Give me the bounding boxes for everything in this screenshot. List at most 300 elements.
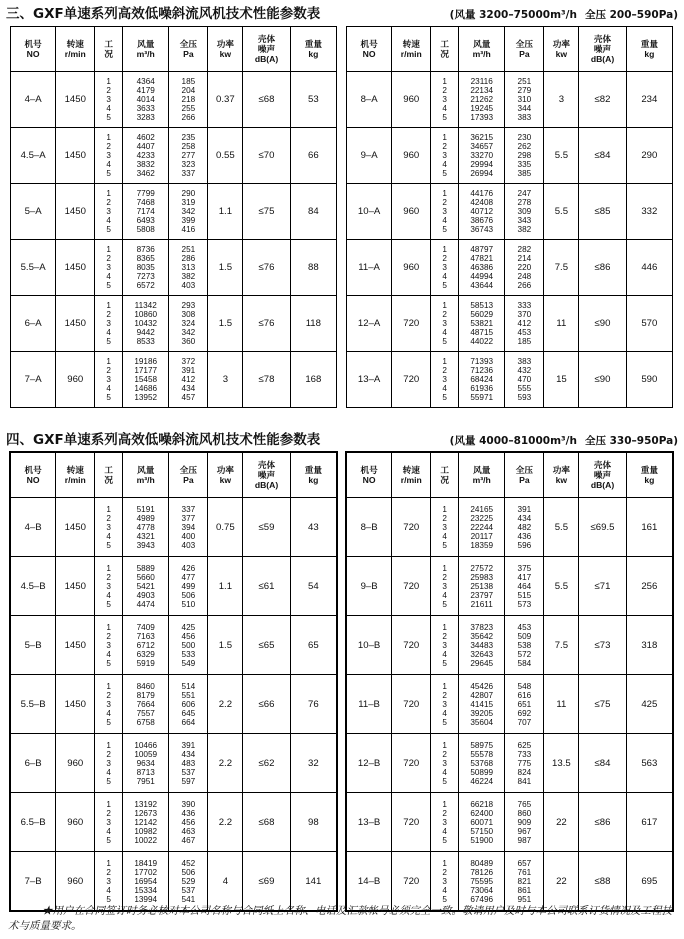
pressure-list-value: 247 xyxy=(517,189,532,198)
col-header-line: kw xyxy=(219,475,232,485)
pressure-list-value: 951 xyxy=(517,894,532,904)
airflow-list-value: 73064 xyxy=(470,885,494,895)
col-header-line: dB(A) xyxy=(254,480,279,490)
condition-list-value: 4 xyxy=(106,649,111,659)
airflow-list-value: 7799 xyxy=(136,189,155,198)
pressure-list-value: 412 xyxy=(181,375,196,384)
speed-value: 960 xyxy=(392,240,431,296)
speed-value: 960 xyxy=(392,128,431,184)
pressure-list-value: 538 xyxy=(517,640,532,650)
noise-value: ≤82 xyxy=(579,72,626,128)
condition-list xyxy=(431,734,459,793)
condition-list-value: 4 xyxy=(442,767,447,777)
col-header-line: m³/h xyxy=(472,475,491,485)
condition-list-value: 5 xyxy=(442,393,447,402)
model-number: 8–B xyxy=(347,498,392,557)
condition-list-value: 3 xyxy=(106,699,111,709)
col-header-line: 机号 xyxy=(24,39,42,49)
weight-value: 88 xyxy=(290,240,336,296)
col-header-line: m³/h xyxy=(136,475,155,485)
condition-list xyxy=(431,675,459,734)
col-header-power xyxy=(208,27,243,72)
pressure-list-value: 555 xyxy=(517,384,532,393)
table-row xyxy=(11,557,337,616)
header-row xyxy=(11,27,337,72)
condition-list-value: 3 xyxy=(106,522,111,532)
pressure-list-value: 514 xyxy=(181,681,196,691)
airflow-list-value: 6329 xyxy=(136,649,155,659)
condition-list-value: 3 xyxy=(442,699,447,709)
airflow-list-value: 5808 xyxy=(136,225,155,234)
airflow-list-value: 23225 xyxy=(470,513,494,523)
airflow-list xyxy=(459,240,505,296)
noise-value: ≤76 xyxy=(243,240,290,296)
condition-list-value: 3 xyxy=(442,151,447,160)
airflow-list-value: 10022 xyxy=(134,835,158,845)
airflow-list-value: 21262 xyxy=(470,95,494,104)
condition-list-value: 2 xyxy=(442,366,447,375)
pressure-list-value: 399 xyxy=(181,216,196,225)
pressure-list-value: 707 xyxy=(517,717,532,727)
condition-list-value: 2 xyxy=(442,690,447,700)
airflow-list-value: 8365 xyxy=(136,254,155,263)
condition-list-value: 1 xyxy=(442,245,447,254)
condition-list-value: 3 xyxy=(106,758,111,768)
airflow-list-value: 53821 xyxy=(470,319,494,328)
power-value: 5.5 xyxy=(544,498,579,557)
pressure-list-value: 382 xyxy=(517,225,532,234)
section-4-tables xyxy=(10,452,673,911)
pressure-list-value: 251 xyxy=(181,245,196,254)
table-row xyxy=(11,72,337,128)
col-header-model xyxy=(11,453,56,498)
pressure-list-value: 464 xyxy=(517,581,532,591)
pressure-list-value: 383 xyxy=(517,357,532,366)
airflow-list-value: 71236 xyxy=(470,366,494,375)
model-number: 8–A xyxy=(347,72,392,128)
pressure-list-value: 541 xyxy=(181,894,196,904)
pressure-list-value: 436 xyxy=(517,531,532,541)
condition-list-value: 5 xyxy=(106,113,111,122)
condition-list-value: 2 xyxy=(106,631,111,641)
airflow-list-value: 7163 xyxy=(136,631,155,641)
speed-value: 1450 xyxy=(56,72,95,128)
airflow-list-value: 5889 xyxy=(136,563,155,573)
condition-list-value: 4 xyxy=(442,531,447,541)
pressure-list-value: 220 xyxy=(517,263,532,272)
header-row xyxy=(347,453,673,498)
section-4-title: 四、GXF单速系列高效低噪斜流风机技术性能参数表 xyxy=(6,432,321,448)
pressure-list-value: 342 xyxy=(181,328,196,337)
pressure-list-value: 426 xyxy=(181,563,196,573)
speed-value: 960 xyxy=(392,72,431,128)
weight-value: 570 xyxy=(626,296,672,352)
col-header-line: 风量 xyxy=(473,39,491,49)
col-header-line: dB(A) xyxy=(590,54,615,64)
condition-list-value: 4 xyxy=(442,328,447,337)
pressure-list-value: 218 xyxy=(181,95,196,104)
condition-list xyxy=(95,240,123,296)
col-header-model xyxy=(347,453,392,498)
weight-value: 66 xyxy=(290,128,336,184)
pressure-list xyxy=(505,616,544,675)
airflow-list-value: 45426 xyxy=(470,681,494,691)
pressure-list-value: 432 xyxy=(517,366,532,375)
table-row xyxy=(347,352,673,408)
airflow-list xyxy=(123,128,169,184)
pressure-list-value: 400 xyxy=(181,531,196,541)
airflow-list-value: 61936 xyxy=(470,384,494,393)
pressure-list-value: 841 xyxy=(517,776,532,786)
airflow-list xyxy=(123,72,169,128)
condition-list-value: 4 xyxy=(442,104,447,113)
pressure-list-value: 860 xyxy=(517,808,532,818)
condition-list-value: 3 xyxy=(106,375,111,384)
airflow-list-value: 58513 xyxy=(470,301,494,310)
table-row xyxy=(11,498,337,557)
condition-list-value: 1 xyxy=(106,245,111,254)
pressure-list-value: 214 xyxy=(517,254,532,263)
airflow-list-value: 5660 xyxy=(136,572,155,582)
airflow-list-value: 48797 xyxy=(470,245,494,254)
condition-list-value: 1 xyxy=(106,622,111,632)
speed-value: 960 xyxy=(56,734,95,793)
pressure-list-value: 457 xyxy=(181,393,196,402)
col-header-line: 噪声 xyxy=(593,44,612,54)
power-value: 1.5 xyxy=(208,296,243,352)
pressure-list xyxy=(169,184,208,240)
airflow-list-value: 4903 xyxy=(136,590,155,600)
noise-value: ≤76 xyxy=(243,296,290,352)
pressure-list-value: 375 xyxy=(517,563,532,573)
speed-value: 720 xyxy=(392,675,431,734)
pressure-list-value: 255 xyxy=(181,104,196,113)
speed-value: 720 xyxy=(392,793,431,852)
speed-value: 960 xyxy=(56,352,95,408)
condition-list-value: 3 xyxy=(442,207,447,216)
condition-list-value: 3 xyxy=(442,581,447,591)
col-header-line: 工 xyxy=(104,465,113,475)
airflow-list-value: 4407 xyxy=(136,142,155,151)
pressure-list-value: 235 xyxy=(181,133,196,142)
pressure-list-value: 456 xyxy=(181,817,196,827)
model-number: 5.5–A xyxy=(11,240,56,296)
airflow-list-value: 17393 xyxy=(470,113,494,122)
speed-value: 720 xyxy=(392,557,431,616)
condition-list-value: 4 xyxy=(106,104,111,113)
noise-value: ≤78 xyxy=(243,352,290,408)
condition-list-value: 2 xyxy=(106,254,111,263)
col-header-line: kg xyxy=(308,475,319,485)
pressure-list xyxy=(505,184,544,240)
pressure-list-value: 434 xyxy=(181,749,196,759)
col-header-speed xyxy=(392,27,431,72)
col-header-line: 全压 xyxy=(515,39,533,49)
pressure-list-value: 293 xyxy=(181,301,196,310)
weight-value: 425 xyxy=(626,675,672,734)
airflow-list-value: 55971 xyxy=(470,393,494,402)
weight-value: 118 xyxy=(290,296,336,352)
speed-value: 1450 xyxy=(56,240,95,296)
condition-list-value: 4 xyxy=(106,590,111,600)
condition-list-value: 4 xyxy=(442,160,447,169)
condition-list-value: 1 xyxy=(106,681,111,691)
airflow-list-value: 38676 xyxy=(470,216,494,225)
weight-value: 446 xyxy=(626,240,672,296)
condition-list-value: 5 xyxy=(442,776,447,786)
airflow-list-value: 18359 xyxy=(470,540,494,550)
pressure-list-value: 385 xyxy=(517,169,532,178)
power-value: 1.1 xyxy=(208,557,243,616)
airflow-list-value: 4014 xyxy=(136,95,155,104)
airflow-list-value: 24165 xyxy=(470,504,494,514)
condition-list xyxy=(95,557,123,616)
table-row xyxy=(11,184,337,240)
col-header-line: 况 xyxy=(104,475,113,485)
airflow-list-value: 8460 xyxy=(136,681,155,691)
condition-list xyxy=(431,240,459,296)
power-value: 3 xyxy=(544,72,579,128)
condition-list-value: 1 xyxy=(442,301,447,310)
speed-value: 1450 xyxy=(56,675,95,734)
condition-list xyxy=(95,128,123,184)
airflow-list xyxy=(123,557,169,616)
airflow-list-value: 71393 xyxy=(470,357,494,366)
condition-list-value: 1 xyxy=(106,77,111,86)
pressure-list-value: 515 xyxy=(517,590,532,600)
condition-list-value: 2 xyxy=(442,631,447,641)
table-row xyxy=(11,616,337,675)
airflow-list-value: 7664 xyxy=(136,699,155,709)
airflow-list-value: 80489 xyxy=(470,858,494,868)
noise-value: ≤75 xyxy=(579,675,626,734)
col-header-noise xyxy=(243,27,290,72)
condition-list-value: 1 xyxy=(106,189,111,198)
condition-list-value: 5 xyxy=(106,599,111,609)
airflow-list-value: 23116 xyxy=(470,77,493,86)
condition-list-value: 5 xyxy=(106,169,111,178)
pressure-list-value: 775 xyxy=(517,758,532,768)
weight-value: 332 xyxy=(626,184,672,240)
airflow-list-value: 16954 xyxy=(134,876,158,886)
pressure-list-value: 416 xyxy=(181,225,196,234)
pressure-list xyxy=(169,498,208,557)
power-value: 15 xyxy=(544,352,579,408)
pressure-list-value: 625 xyxy=(517,740,532,750)
pressure-list-value: 266 xyxy=(517,281,532,290)
spec-table xyxy=(346,452,673,911)
model-number: 5.5–B xyxy=(11,675,56,734)
section-3-airflow-range: (风量 3200–75000m³/h xyxy=(449,9,577,21)
weight-value: 318 xyxy=(626,616,672,675)
condition-list-value: 4 xyxy=(106,767,111,777)
airflow-list-value: 58975 xyxy=(470,740,494,750)
airflow-list-value: 32643 xyxy=(470,649,494,659)
col-header-line: Pa xyxy=(519,49,530,59)
airflow-list-value: 19245 xyxy=(470,104,494,113)
airflow-list-value: 13192 xyxy=(134,799,158,809)
condition-list-value: 5 xyxy=(106,225,111,234)
airflow-list-value: 7468 xyxy=(136,198,155,207)
col-header-line: NO xyxy=(362,49,376,59)
airflow-list-value: 18419 xyxy=(134,858,158,868)
pressure-list-value: 645 xyxy=(181,708,196,718)
speed-value: 1450 xyxy=(56,498,95,557)
airflow-list xyxy=(123,296,169,352)
airflow-list-value: 29994 xyxy=(470,160,494,169)
condition-list-value: 4 xyxy=(442,272,447,281)
pressure-list-value: 593 xyxy=(517,393,532,402)
condition-list-value: 1 xyxy=(442,357,447,366)
airflow-list-value: 48715 xyxy=(470,328,494,337)
condition-list-value: 5 xyxy=(442,225,447,234)
condition-list-value: 1 xyxy=(442,189,447,198)
airflow-list-value: 8533 xyxy=(136,337,155,346)
airflow-list-value: 9442 xyxy=(136,328,155,337)
col-header-line: 机号 xyxy=(24,465,42,475)
col-header-condition xyxy=(95,453,123,498)
pressure-list-value: 286 xyxy=(181,254,196,263)
condition-list-value: 5 xyxy=(106,281,111,290)
airflow-list-value: 21611 xyxy=(470,599,493,609)
col-header-line: 壳体 xyxy=(593,460,612,470)
condition-list-value: 2 xyxy=(106,366,111,375)
weight-value: 84 xyxy=(290,184,336,240)
speed-value: 1450 xyxy=(56,557,95,616)
airflow-list-value: 8713 xyxy=(136,767,155,777)
airflow-list xyxy=(459,734,505,793)
table-row xyxy=(11,240,337,296)
condition-list xyxy=(431,852,459,911)
model-number: 14–B xyxy=(347,852,392,911)
col-header-pressure xyxy=(505,453,544,498)
condition-list-value: 5 xyxy=(106,776,111,786)
pressure-list-value: 537 xyxy=(181,885,196,895)
condition-list-value: 2 xyxy=(442,310,447,319)
pressure-list xyxy=(505,498,544,557)
condition-list-value: 5 xyxy=(442,835,447,845)
weight-value: 141 xyxy=(290,852,336,911)
airflow-list xyxy=(123,734,169,793)
condition-list-value: 2 xyxy=(106,86,111,95)
airflow-list-value: 19186 xyxy=(134,357,158,366)
table-row xyxy=(11,128,337,184)
condition-list-value: 3 xyxy=(106,263,111,272)
power-value: 4 xyxy=(208,852,243,911)
col-header-airflow xyxy=(123,453,169,498)
pressure-list-value: 372 xyxy=(181,357,196,366)
condition-list-value: 2 xyxy=(442,749,447,759)
pressure-list xyxy=(169,793,208,852)
pressure-list-value: 657 xyxy=(517,858,532,868)
model-number: 10–B xyxy=(347,616,392,675)
airflow-list-value: 13994 xyxy=(134,894,158,904)
airflow-list-value: 12673 xyxy=(134,808,158,818)
pressure-list-value: 403 xyxy=(181,540,196,550)
col-header-line: NO xyxy=(362,475,376,485)
condition-list-value: 2 xyxy=(106,310,111,319)
pressure-list xyxy=(505,793,544,852)
condition-list xyxy=(431,352,459,408)
airflow-list xyxy=(459,675,505,734)
condition-list-value: 5 xyxy=(442,717,447,727)
condition-list-value: 4 xyxy=(442,590,447,600)
col-header-line: 功率 xyxy=(552,39,570,49)
pressure-list-value: 391 xyxy=(517,504,532,514)
table-row xyxy=(347,128,673,184)
pressure-list xyxy=(169,852,208,911)
condition-list-value: 4 xyxy=(106,885,111,895)
pressure-list-value: 584 xyxy=(517,658,532,668)
model-number: 7–B xyxy=(11,852,56,911)
condition-list-value: 1 xyxy=(106,858,111,868)
col-header-line: Pa xyxy=(183,49,194,59)
speed-value: 720 xyxy=(392,852,431,911)
col-header-condition xyxy=(95,27,123,72)
pressure-list-value: 185 xyxy=(181,77,196,86)
spec-table xyxy=(10,26,337,408)
condition-list-value: 3 xyxy=(106,876,111,886)
airflow-list-value: 34657 xyxy=(470,142,494,151)
airflow-list xyxy=(123,498,169,557)
pressure-list-value: 319 xyxy=(181,198,196,207)
col-header-line: NO xyxy=(26,49,40,59)
col-header-line: 噪声 xyxy=(257,44,276,54)
col-header-line: 况 xyxy=(104,49,113,59)
condition-list-value: 5 xyxy=(106,717,111,727)
noise-value: ≤62 xyxy=(243,734,290,793)
col-header-pressure xyxy=(169,453,208,498)
airflow-list-value: 9634 xyxy=(136,758,155,768)
pressure-list-value: 425 xyxy=(181,622,196,632)
model-number: 4–B xyxy=(11,498,56,557)
pressure-list-value: 310 xyxy=(517,95,532,104)
col-header-noise xyxy=(579,453,626,498)
airflow-list-value: 7409 xyxy=(136,622,155,632)
airflow-list-value: 37823 xyxy=(470,622,494,632)
condition-list-value: 5 xyxy=(442,281,447,290)
airflow-list-value: 36215 xyxy=(470,133,494,142)
pressure-list xyxy=(169,128,208,184)
speed-value: 1450 xyxy=(56,184,95,240)
pressure-list-value: 467 xyxy=(181,835,196,845)
pressure-list-value: 394 xyxy=(181,522,196,532)
model-number: 13–B xyxy=(347,793,392,852)
col-header-line: r/min xyxy=(400,49,422,59)
model-number: 12–B xyxy=(347,734,392,793)
airflow-list-value: 5919 xyxy=(136,658,155,668)
condition-list-value: 5 xyxy=(106,835,111,845)
airflow-list-value: 44022 xyxy=(470,337,494,346)
condition-list-value: 3 xyxy=(106,817,111,827)
airflow-list-value: 25983 xyxy=(470,572,494,582)
airflow-list xyxy=(459,616,505,675)
airflow-list-value: 6758 xyxy=(136,717,155,727)
pressure-list xyxy=(505,72,544,128)
airflow-list-value: 4233 xyxy=(136,151,155,160)
section-4-pressure-range: 全压 330–950Pa) xyxy=(584,435,678,447)
airflow-list-value: 7174 xyxy=(136,207,155,216)
noise-value: ≤59 xyxy=(243,498,290,557)
model-number: 5–B xyxy=(11,616,56,675)
pressure-list-value: 262 xyxy=(517,142,532,151)
airflow-list-value: 10466 xyxy=(134,740,158,750)
airflow-list xyxy=(459,852,505,911)
condition-list xyxy=(95,352,123,408)
table-row xyxy=(347,498,673,557)
pressure-list-value: 360 xyxy=(181,337,196,346)
pressure-list-value: 824 xyxy=(517,767,532,777)
